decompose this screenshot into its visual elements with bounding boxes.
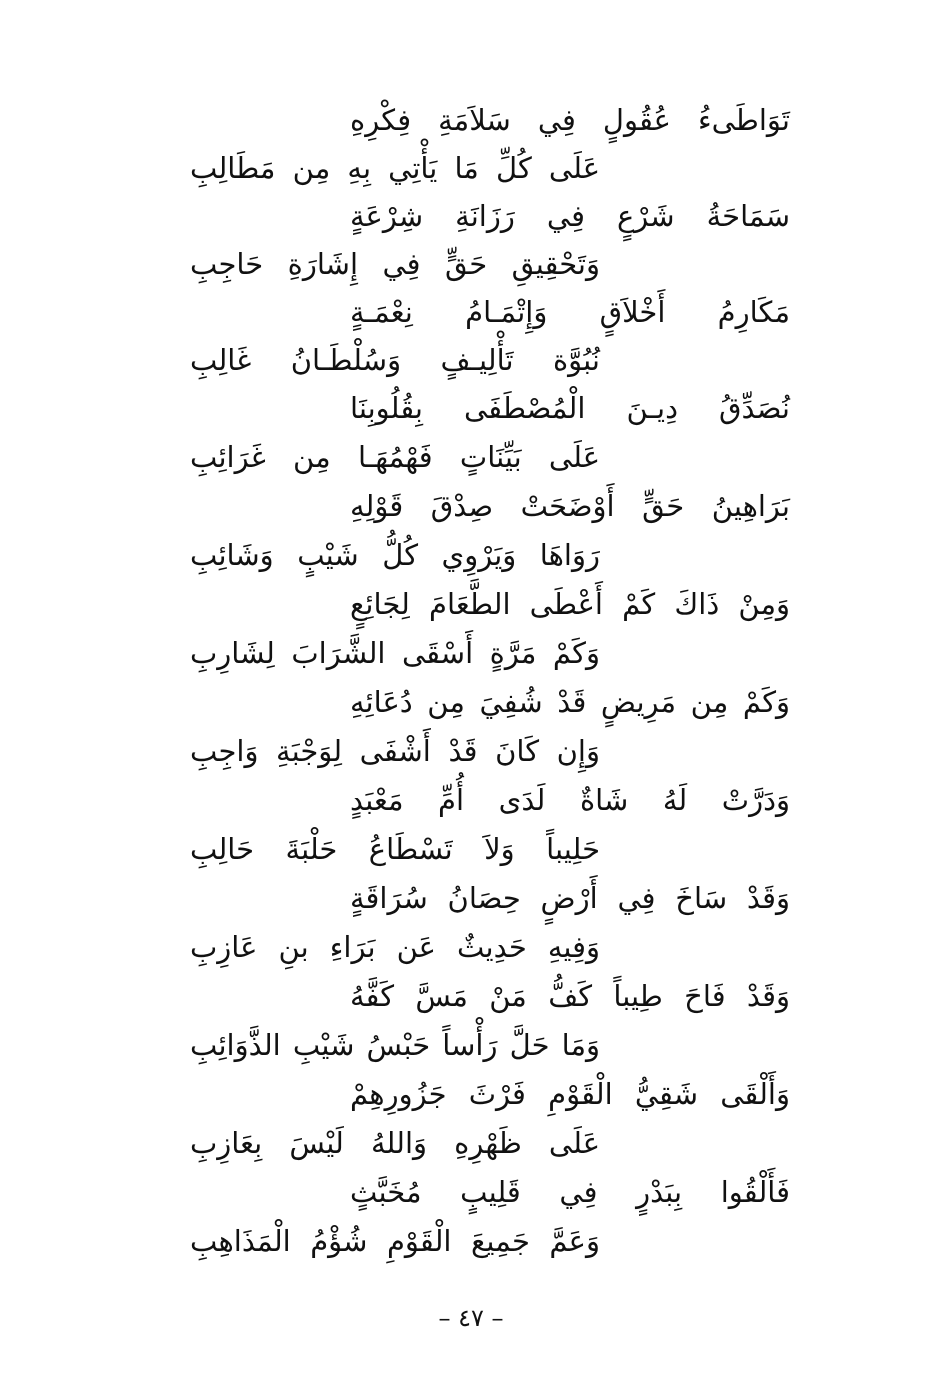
poem-line-22: عَلَى ظَهْرِهِ وَاللهُ لَيْسَ بِعَازِبِ xyxy=(190,1126,600,1160)
poem-line-10: رَوَاهَا وَيَرْوِي كُلُّ شَيْبٍ وَشَائِبِ xyxy=(190,538,600,572)
poem-line-24: وَعَمَّ جَمِيعَ الْقَوْمِ شُؤْمُ الْمَذَاهِبِ xyxy=(190,1224,600,1258)
poem-line-2: عَلَى كُلِّ مَا يَأْتِي بِهِ مِن مَطَالِبِ xyxy=(190,151,600,185)
page-number: – ٤٧ – xyxy=(438,1304,504,1332)
poem-line-17: وَقَدْ سَاخَ فِي أَرْضٍ حِصَانُ سُرَاقَةٍ xyxy=(350,881,790,915)
poem-line-19: وَقَدْ فَاحَ طِيباً كَفُّ مَنْ مَسَّ كَفَّهُ xyxy=(350,979,790,1013)
poem-line-21: وَأَلْقَى شَقِيُّ الْقَوْمِ فَرْثَ جَزُورِهِمْ xyxy=(350,1077,790,1111)
poem-line-13: وَكَمْ مِن مَرِيضٍ قَدْ شُفِيَ مِن دُعَائِهِ xyxy=(350,685,790,719)
poem-line-14: وَإِن كَانَ قَدْ أَشْفَى لِوَجْبَةِ وَاجِبِ xyxy=(190,734,600,768)
poem-line-7: نُصَدِّقُ دِيـنَ الْمُصْطَفَى بِقُلُوبِنَا xyxy=(350,391,790,425)
poem-line-6: نُبُوَّة تَأْلِيـفٍ وَسُلْطَـانُ غَالِبِ xyxy=(190,343,600,377)
poem-line-5: مَكَارِمُ أَخْلاَقٍ وَإِتْمَـامُ نِعْمَـةٍ xyxy=(350,295,790,329)
poem-line-4: وَتَحْقِيقِ حَقٍّ فِي إِشَارَةِ حَاجِبِ xyxy=(190,247,600,281)
poem-text xyxy=(190,96,790,1276)
poem-line-11: وَمِنْ ذَاكَ كَمْ أَعْطَى الطَّعَامَ لِجَائِعٍ xyxy=(350,587,790,621)
poem-line-18: وَفِيهِ حَدِيثٌ عَن بَرَاءِ بنِ عَازِبِ xyxy=(190,930,600,964)
poem-line-15: وَدَرَّتْ لَهُ شَاةٌ لَدَى أُمِّ مَعْبَدٍ xyxy=(350,783,790,817)
poem-line-20: وَمَا حَلَّ رَأْساً حَبْسُ شَيْبِ الذَّوَائِبِ xyxy=(190,1028,600,1062)
poem-line-9: بَرَاهِينُ حَقٍّ أَوْضَحَتْ صِدْقَ قَوْلِهِ xyxy=(350,489,790,523)
poem-line-8: عَلَى بَيِّنَاتٍ فَهْمُهَـا مِن غَرَائِبِ xyxy=(190,440,600,474)
poem-line-16: حَلِيباً وَلاَ تَسْطَاعُ حَلْبَةَ حَالِبِ xyxy=(190,832,600,866)
poem-line-23: فَأَلْقُوا بِبَدْرٍ فِي قَلِيبٍ مُخَبَّثٍ xyxy=(350,1175,790,1209)
poem-line-1: تَوَاطَىءُ عُقُولٍ فِي سَلاَمَةِ فِكْرِهِ xyxy=(350,103,790,137)
poem-line-12: وَكَمْ مَرَّةٍ أَسْقَى الشَّرَابَ لِشَارِبِ xyxy=(190,636,600,670)
poem-line-3: سَمَاحَةُ شَرْعٍ فِي رَزَانَةِ شِرْعَةٍ xyxy=(350,199,790,233)
